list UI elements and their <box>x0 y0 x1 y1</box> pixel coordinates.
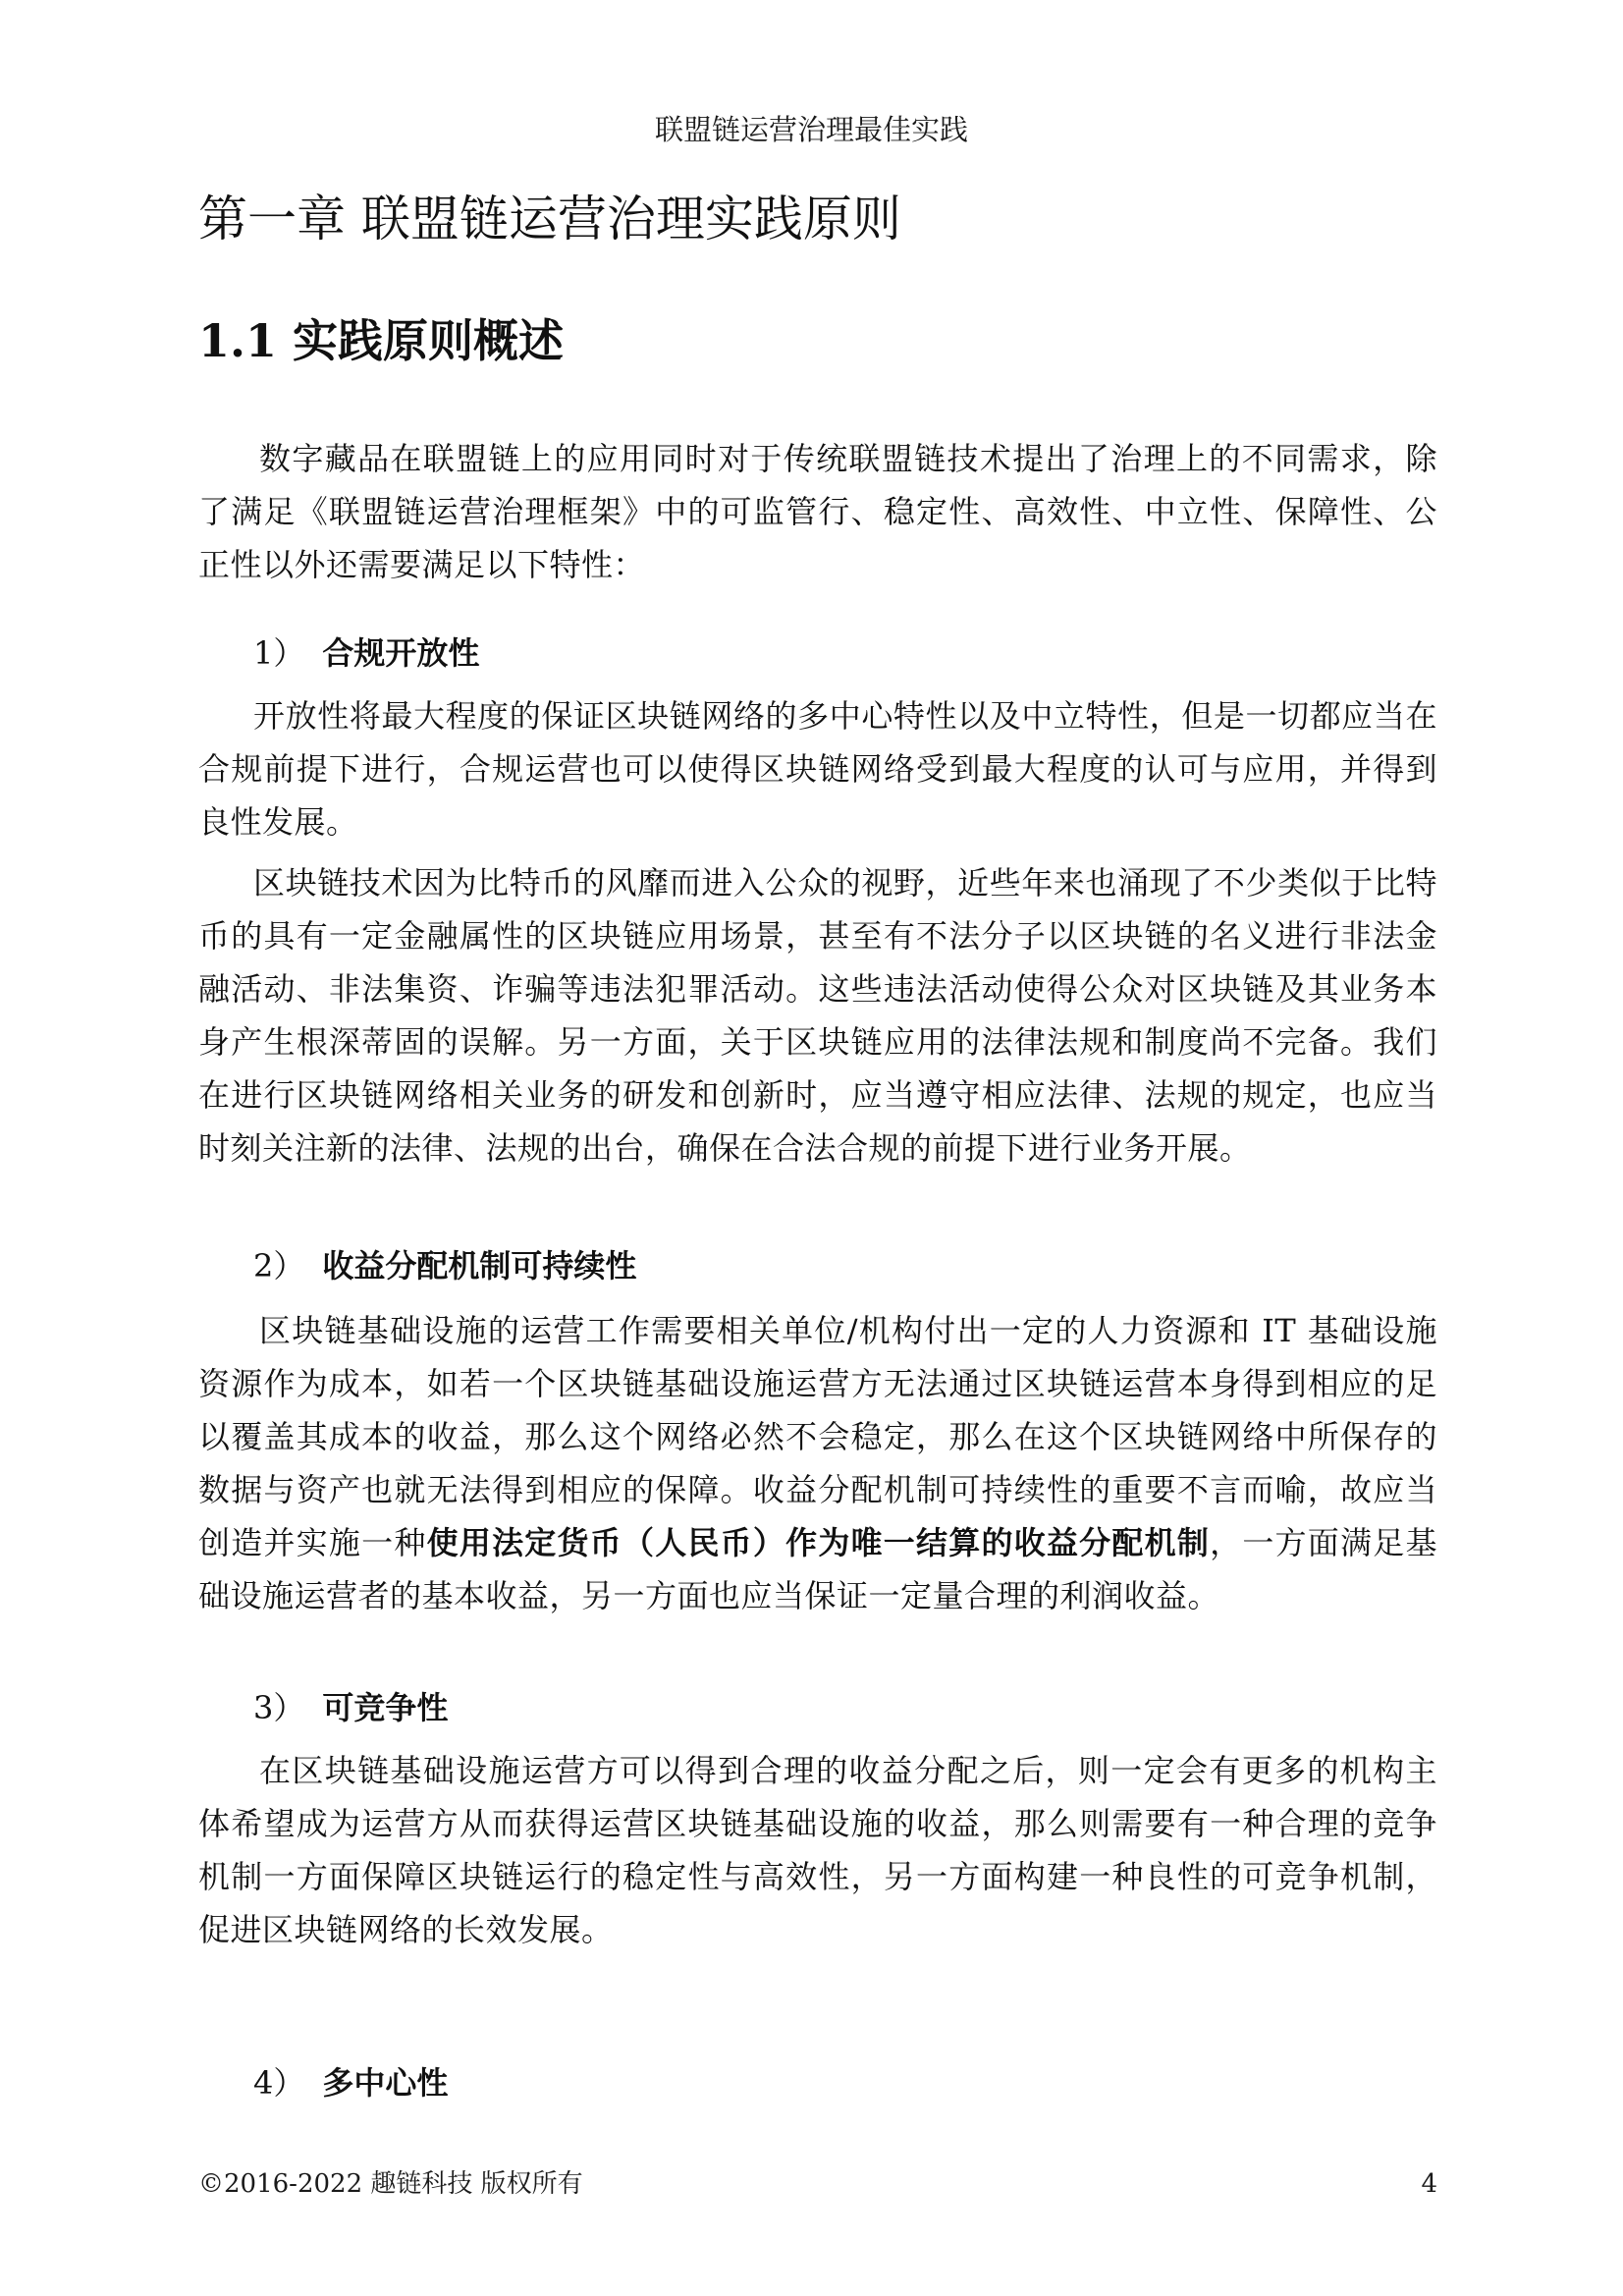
item-2-paragraph-text-end: ，一方面满足基础设施运营者的基本收益，另一方面也应当保证一定量合理的利润收益。 <box>198 1524 1437 1614</box>
item-1-paragraph-1: 开放性将最大程度的保证区块链网络的多中心特性以及中立特性，但是一切都应当在合规前提下进行，合规运营也可以使得区块链网络受到最大程度的认可与应用，并得到良性发展。 <box>198 697 1437 841</box>
page-footer <box>198 2164 1437 2204</box>
item-2-paragraph <box>198 1304 1437 1622</box>
item-number: 4） <box>253 2064 305 2102</box>
page-number: 4 <box>1421 2169 1437 2199</box>
item-heading-2 <box>253 1239 1333 1292</box>
running-header: 联盟链运营治理最佳实践 <box>654 113 968 146</box>
item-title: 收益分配机制可持续性 <box>322 1247 637 1285</box>
item-title: 多中心性 <box>322 2064 449 2102</box>
item-number: 1） <box>253 634 305 672</box>
intro-paragraph: 数字藏品在联盟链上的应用同时对于传统联盟链技术提出了治理上的不同需求，除了满足《联盟链运营治理框架》中的可监管行、稳定性、高效性、中立性、保障性、公正性以外还需要满足以下特性： <box>198 440 1437 583</box>
item-heading-4 <box>253 2056 1333 2109</box>
item-heading-3 <box>253 1681 1333 1734</box>
item-2-bold-emphasis: 使用法定货币（人民币）作为唯一结算的收益分配机制 <box>426 1524 1211 1561</box>
item-1-paragraph-2: 区块链技术因为比特币的风靡而进入公众的视野，近些年来也涌现了不少类似于比特币的具有一定金融属性的区块链应用场景，甚至有不法分子以区块链的名义进行非法金融活动、非法集资、诈骗等违法犯罪活动。这些违法活动使得公众对区块链及其业务本身产生根深蒂固的误解。另一方面，关于区块链应用的法律法规和制度尚不完备。我们在进行区块链网络相关业务的研发和创新时，应当遵守相应法律、法规的规定，也应当时刻关注新的法律、法规的出台，确保在合法合规的前提下进行业务开展。 <box>198 864 1437 1167</box>
item-2-paragraph-text: 区块链基础设施的运营工作需要相关单位/机构付出一定的人力资源和 IT 基础设施资源作为成本，如若一个区块链基础设施运营方无法通过区块链运营本身得到相应的足以覆盖其成本的收益，那么这个网络必然不会稳定，那么在这个区块链网络中所保存的数据与资产也就无法得到相应的保障。收益分配机制可持续性的重要不言而喻，故应当创造并实施一种 <box>198 1312 1437 1561</box>
copyright-notice: ©2016-2022 趣链科技 版权所有 <box>198 2169 583 2199</box>
item-3-paragraph: 在区块链基础设施运营方可以得到合理的收益分配之后，则一定会有更多的机构主体希望成为运营方从而获得运营区块链基础设施的收益，那么则需要有一种合理的竞争机制一方面保障区块链运行的稳定性与高效性，另一方面构建一种良性的可竞争机制，促进区块链网络的长效发展。 <box>198 1752 1437 1948</box>
item-title: 合规开放性 <box>322 634 480 672</box>
item-title: 可竞争性 <box>322 1689 449 1726</box>
item-heading-1 <box>253 627 1333 680</box>
item-number: 2） <box>253 1247 305 1285</box>
item-number: 3） <box>253 1689 305 1726</box>
section-title: 1.1 实践原则概述 <box>198 314 565 367</box>
chapter-title: 第一章 联盟链运营治理实践原则 <box>198 191 901 247</box>
